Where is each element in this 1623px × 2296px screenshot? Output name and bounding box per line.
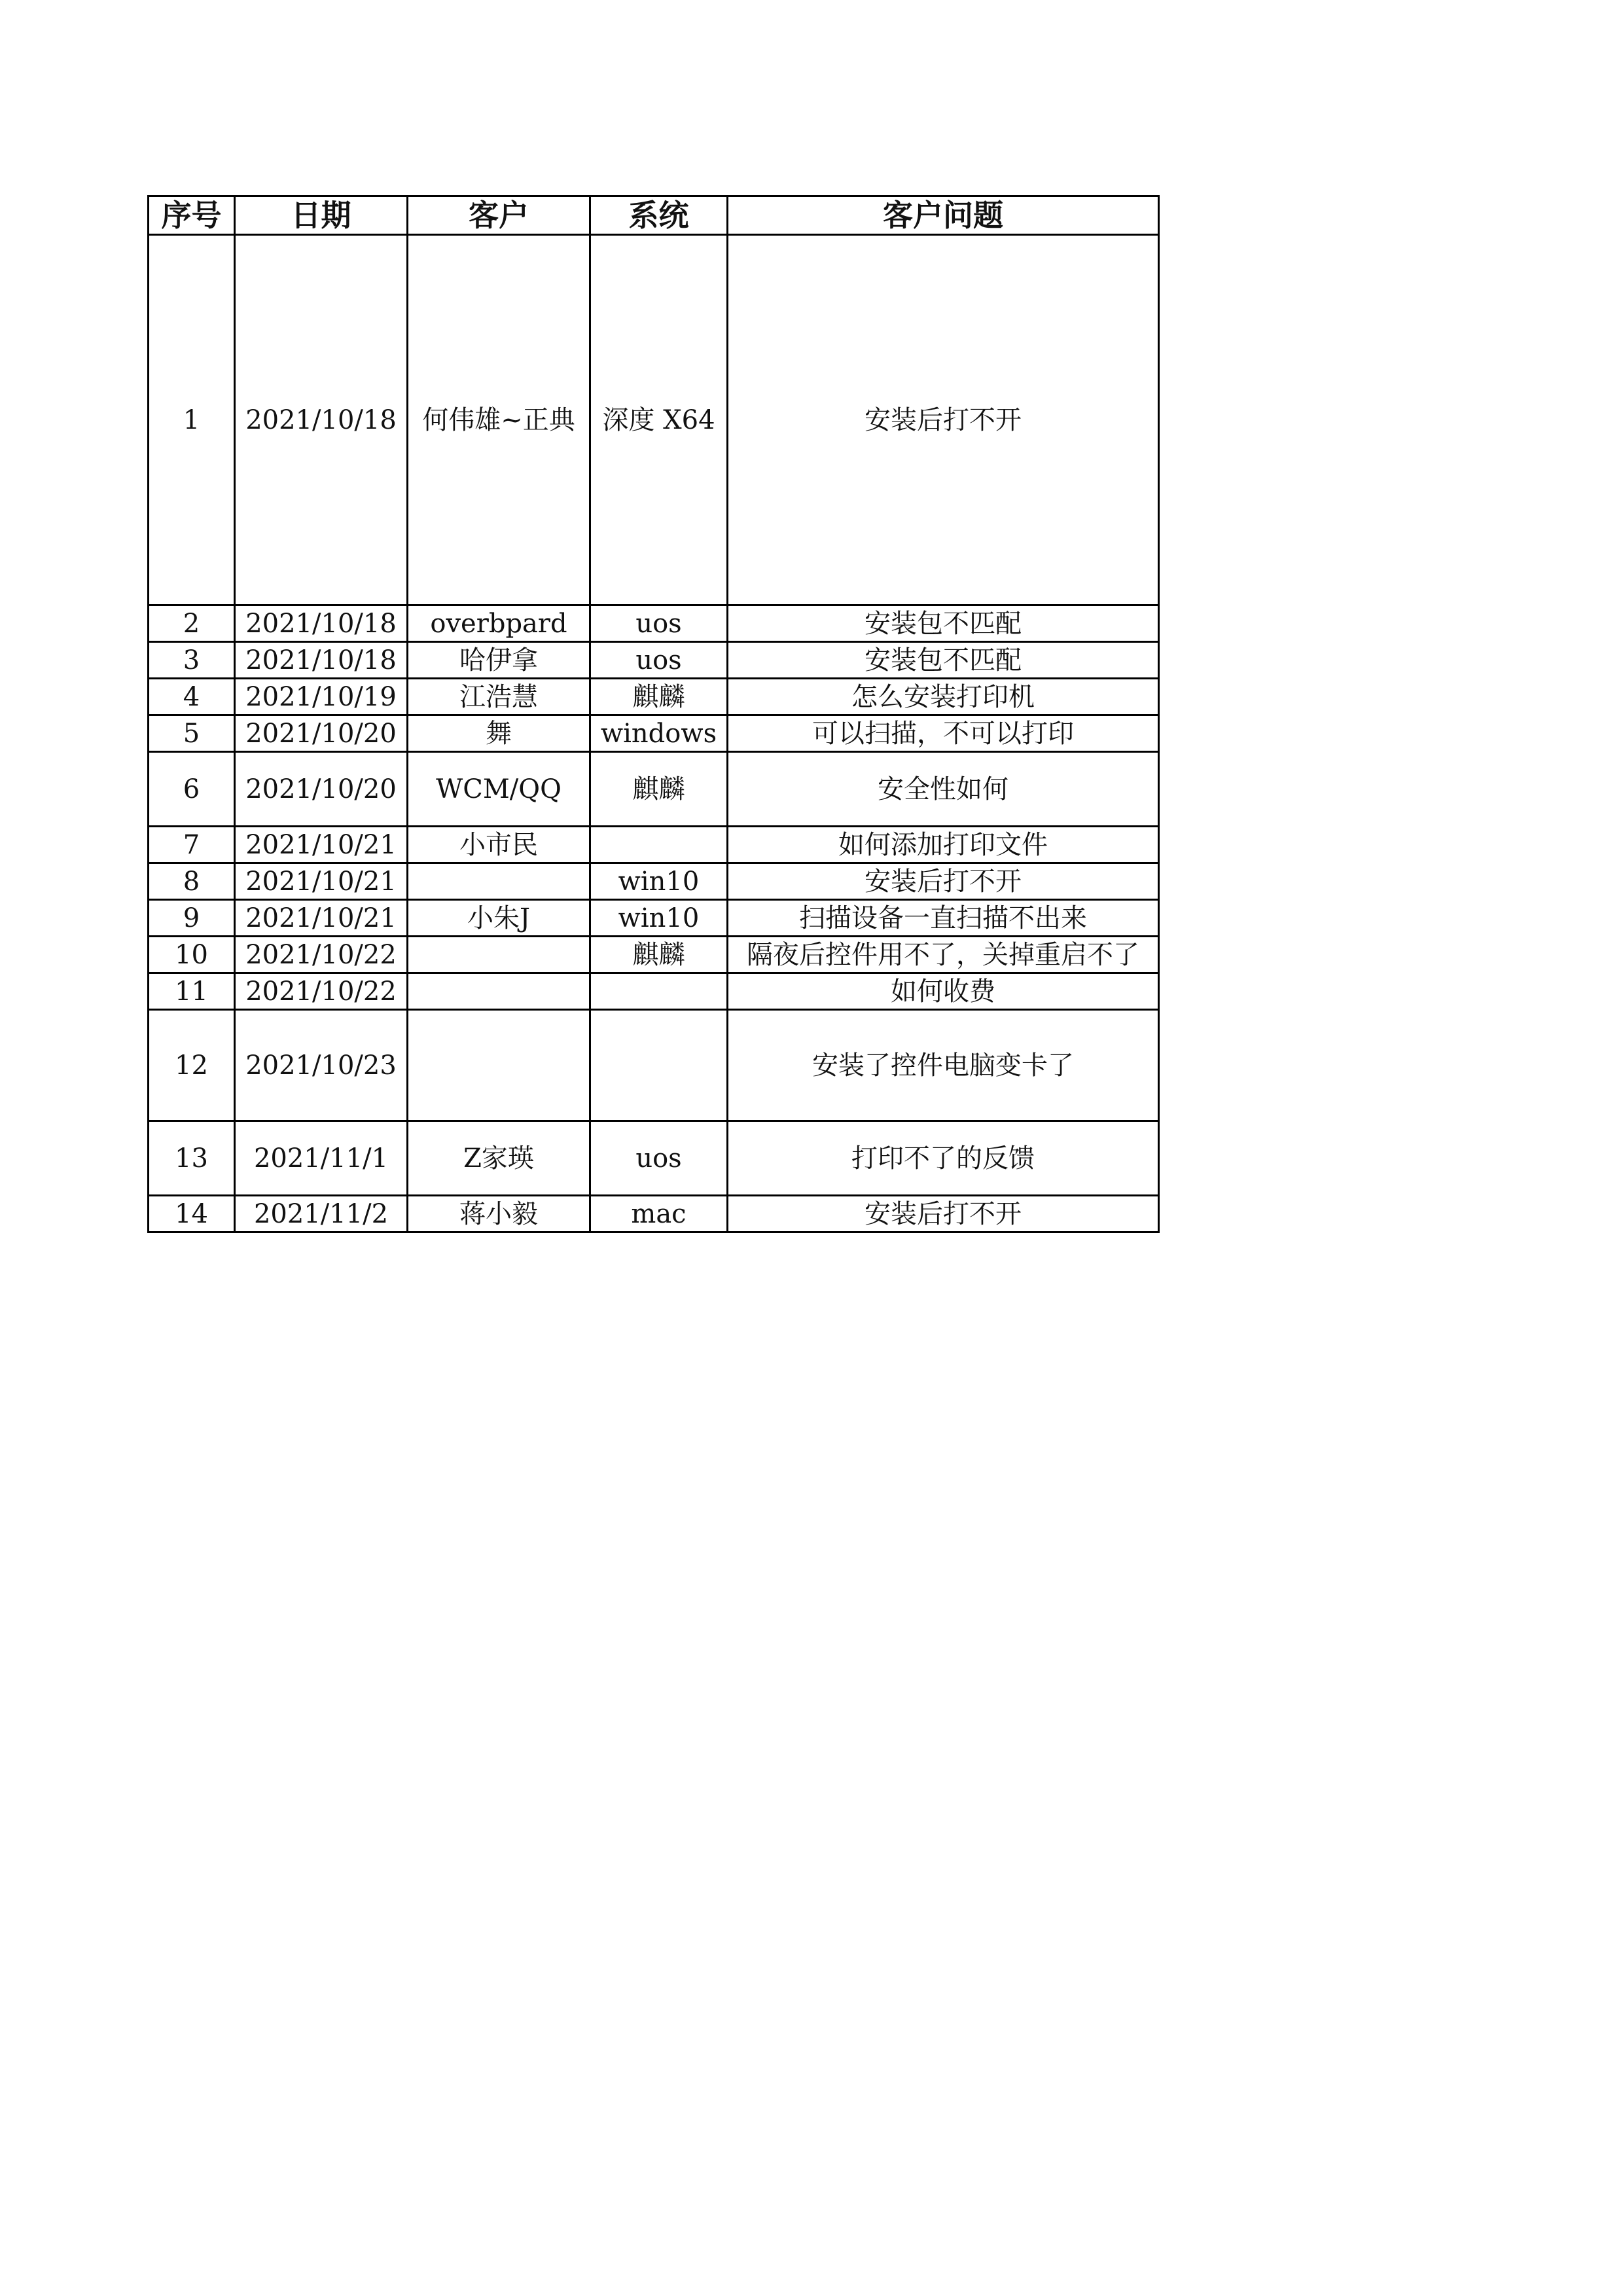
table-row xyxy=(149,752,1159,827)
table-row xyxy=(149,937,1159,973)
cell-no[interactable]: 6 xyxy=(149,752,235,827)
table-row xyxy=(149,973,1159,1010)
table-row xyxy=(149,642,1159,679)
table-row xyxy=(149,605,1159,642)
cell-no[interactable]: 11 xyxy=(149,973,235,1010)
cell-date[interactable]: 2021/11/1 xyxy=(235,1121,408,1196)
table-row xyxy=(149,900,1159,937)
cell-customer[interactable]: WCM/QQ xyxy=(408,752,590,827)
cell-system[interactable]: uos xyxy=(590,642,728,679)
cell-issue[interactable]: 安装后打不开 xyxy=(728,863,1159,900)
cell-system[interactable]: 麒麟 xyxy=(590,937,728,973)
cell-date[interactable]: 2021/11/2 xyxy=(235,1196,408,1232)
cell-issue[interactable]: 扫描设备一直扫描不出来 xyxy=(728,900,1159,937)
cell-no[interactable]: 12 xyxy=(149,1010,235,1121)
cell-no[interactable]: 13 xyxy=(149,1121,235,1196)
cell-no[interactable]: 1 xyxy=(149,235,235,605)
cell-no[interactable]: 8 xyxy=(149,863,235,900)
cell-no[interactable]: 10 xyxy=(149,937,235,973)
cell-date[interactable]: 2021/10/21 xyxy=(235,827,408,863)
header-date: 日期 xyxy=(235,196,408,235)
table-row xyxy=(149,827,1159,863)
cell-issue[interactable]: 安装后打不开 xyxy=(728,1196,1159,1232)
table-row xyxy=(149,1121,1159,1196)
cell-date[interactable]: 2021/10/22 xyxy=(235,973,408,1010)
table-row xyxy=(149,1010,1159,1121)
cell-issue[interactable]: 打印不了的反馈 xyxy=(728,1121,1159,1196)
cell-date[interactable]: 2021/10/23 xyxy=(235,1010,408,1121)
table-row xyxy=(149,715,1159,752)
cell-no[interactable]: 9 xyxy=(149,900,235,937)
cell-issue[interactable]: 安装后打不开 xyxy=(728,235,1159,605)
header-customer: 客户 xyxy=(408,196,590,235)
cell-system[interactable]: 麒麟 xyxy=(590,752,728,827)
cell-system[interactable] xyxy=(590,973,728,1010)
cell-system[interactable]: win10 xyxy=(590,900,728,937)
cell-customer[interactable]: overbpard xyxy=(408,605,590,642)
cell-system[interactable]: 深度 X64 xyxy=(590,235,728,605)
cell-no[interactable]: 7 xyxy=(149,827,235,863)
header-row xyxy=(149,196,1159,235)
header-no: 序号 xyxy=(149,196,235,235)
cell-customer[interactable] xyxy=(408,1010,590,1121)
cell-date[interactable]: 2021/10/18 xyxy=(235,235,408,605)
cell-customer[interactable]: 舞 xyxy=(408,715,590,752)
header-system: 系统 xyxy=(590,196,728,235)
cell-customer[interactable]: 小朱J xyxy=(408,900,590,937)
cell-system[interactable]: uos xyxy=(590,605,728,642)
cell-system[interactable]: win10 xyxy=(590,863,728,900)
cell-no[interactable]: 4 xyxy=(149,679,235,715)
cell-issue[interactable]: 安装包不匹配 xyxy=(728,605,1159,642)
cell-system[interactable] xyxy=(590,827,728,863)
cell-issue[interactable]: 安全性如何 xyxy=(728,752,1159,827)
cell-system[interactable]: uos xyxy=(590,1121,728,1196)
cell-system[interactable]: 麒麟 xyxy=(590,679,728,715)
cell-no[interactable]: 14 xyxy=(149,1196,235,1232)
cell-date[interactable]: 2021/10/20 xyxy=(235,752,408,827)
table-row xyxy=(149,679,1159,715)
cell-issue[interactable]: 如何添加打印文件 xyxy=(728,827,1159,863)
cell-customer[interactable]: 江浩慧 xyxy=(408,679,590,715)
cell-customer[interactable] xyxy=(408,973,590,1010)
cell-date[interactable]: 2021/10/18 xyxy=(235,605,408,642)
cell-system[interactable]: windows xyxy=(590,715,728,752)
table-row xyxy=(149,235,1159,605)
cell-system[interactable] xyxy=(590,1010,728,1121)
cell-date[interactable]: 2021/10/21 xyxy=(235,900,408,937)
cell-date[interactable]: 2021/10/18 xyxy=(235,642,408,679)
cell-date[interactable]: 2021/10/22 xyxy=(235,937,408,973)
cell-customer[interactable] xyxy=(408,937,590,973)
table-row xyxy=(149,863,1159,900)
cell-system[interactable]: mac xyxy=(590,1196,728,1232)
cell-date[interactable]: 2021/10/20 xyxy=(235,715,408,752)
cell-customer[interactable]: 蒋小毅 xyxy=(408,1196,590,1232)
cell-customer[interactable]: Z家瑛 xyxy=(408,1121,590,1196)
header-issue: 客户问题 xyxy=(728,196,1159,235)
cell-issue[interactable]: 可以扫描，不可以打印 xyxy=(728,715,1159,752)
cell-issue[interactable]: 怎么安装打印机 xyxy=(728,679,1159,715)
cell-issue[interactable]: 安装了控件电脑变卡了 xyxy=(728,1010,1159,1121)
cell-issue[interactable]: 如何收费 xyxy=(728,973,1159,1010)
cell-no[interactable]: 2 xyxy=(149,605,235,642)
cell-issue[interactable]: 安装包不匹配 xyxy=(728,642,1159,679)
table-row xyxy=(149,1196,1159,1232)
cell-customer[interactable] xyxy=(408,863,590,900)
cell-customer[interactable]: 哈伊拿 xyxy=(408,642,590,679)
cell-issue[interactable]: 隔夜后控件用不了，关掉重启不了 xyxy=(728,937,1159,973)
cell-no[interactable]: 5 xyxy=(149,715,235,752)
cell-no[interactable]: 3 xyxy=(149,642,235,679)
cell-date[interactable]: 2021/10/21 xyxy=(235,863,408,900)
cell-customer[interactable]: 何伟雄~正典 xyxy=(408,235,590,605)
cell-date[interactable]: 2021/10/19 xyxy=(235,679,408,715)
cell-customer[interactable]: 小市民 xyxy=(408,827,590,863)
customer-issue-table xyxy=(147,195,1160,1233)
